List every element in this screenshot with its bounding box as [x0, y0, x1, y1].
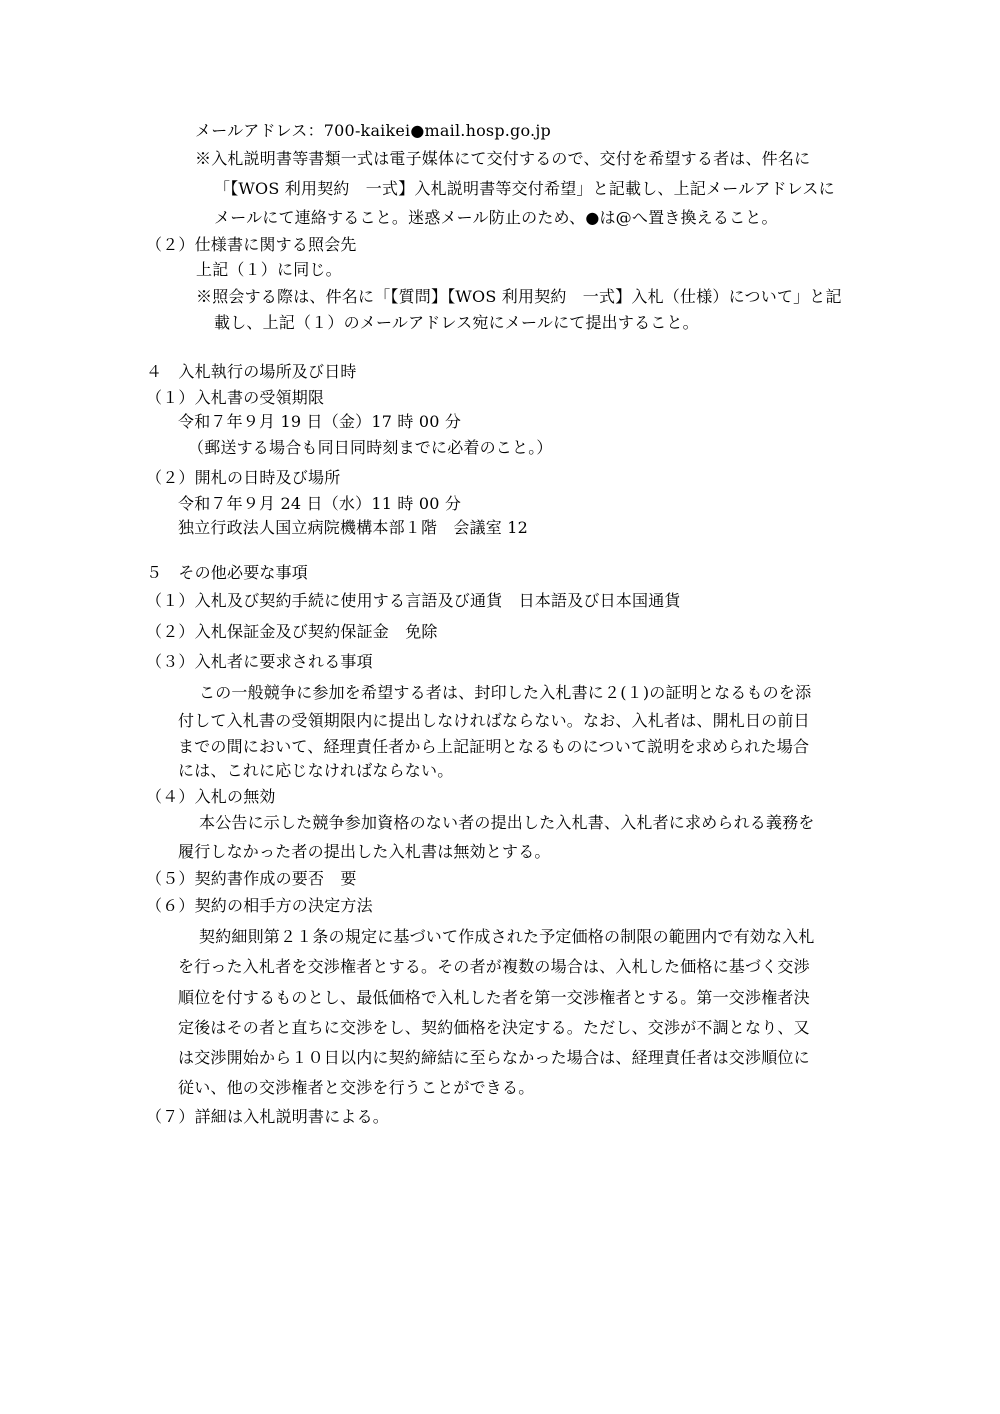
bid-deadline-note: （郵送する場合も同日同時刻までに必着のこと。）	[188, 438, 553, 457]
opening-date: 令和７年９月 24 日（水）11 時 00 分	[178, 494, 462, 513]
section-5-item-6-line-3: 順位を付するものとし、最低価格で入札した者を第一交渉権者とする。第一交渉権者決	[178, 988, 810, 1007]
spec-inquiry-heading: （２）仕様書に関する照会先	[146, 235, 357, 254]
spec-inquiry-same: 上記（１）に同じ。	[196, 260, 342, 279]
section-5-item-6-line-1: 契約細則第２１条の規定に基づいて作成された予定価格の制限の範囲内で有効な入札	[199, 927, 815, 946]
opening-place: 独立行政法人国立病院機構本部１階 会議室 12	[178, 518, 529, 537]
section-5-item-6-heading: （６）契約の相手方の決定方法	[146, 896, 373, 915]
contact-note-line-1: ※入札説明書等書類一式は電子媒体にて交付するので、交付を希望する者は、件名に	[195, 149, 811, 168]
section-4-item-1-heading: （１）入札書の受領期限	[146, 388, 325, 407]
section-5-item-3-line-1: この一般競争に参加を希望する者は、封印した入札書に２(１)の証明となるものを添	[199, 683, 812, 702]
section-5-item-3-line-4: には、これに応じなければならない。	[178, 761, 454, 780]
spec-inquiry-note-line-1: ※照会する際は、件名に「【質問】【WOS 利用契約 一式】入札（仕様）について」と記	[196, 287, 842, 306]
section-5-heading: ５ その他必要な事項	[146, 563, 309, 582]
section-5-item-3-heading: （３）入札者に要求される事項	[146, 652, 373, 671]
section-4-item-2-heading: （２）開札の日時及び場所	[146, 468, 341, 487]
contact-note-line-3: メールにて連絡すること。迷惑メール防止のため、●は@へ置き換えること。	[214, 208, 778, 227]
section-5-item-6-line-4: 定後はその者と直ちに交渉をし、契約価格を決定する。ただし、交渉が不調となり、又	[178, 1018, 810, 1037]
section-5-item-5: （５）契約書作成の要否 要	[146, 869, 357, 888]
section-5-item-4-heading: （４）入札の無効	[146, 787, 276, 806]
section-5-item-6-line-6: 従い、他の交渉権者と交渉を行うことができる。	[178, 1078, 535, 1097]
section-5-item-7: （７）詳細は入札説明書による。	[146, 1107, 390, 1126]
bid-deadline-date: 令和７年９月 19 日（金）17 時 00 分	[178, 412, 462, 431]
spec-inquiry-note-line-2: 載し、上記（１）のメールアドレス宛にメールにて提出すること。	[214, 313, 699, 332]
email-address-line: メールアドレス：700-kaikei●mail.hosp.go.jp	[195, 121, 551, 140]
section-5-item-3-line-2: 付して入札書の受領期限内に提出しなければならない。なお、入札者は、開札日の前日	[178, 711, 810, 730]
contact-note-line-2: 「【WOS 利用契約 一式】入札説明書等交付希望」と記載し、上記メールアドレスに	[214, 179, 835, 198]
section-5-item-6-line-5: は交渉開始から１０日以内に契約締結に至らなかった場合は、経理責任者は交渉順位に	[178, 1048, 810, 1067]
section-5-item-4-line-1: 本公告に示した競争参加資格のない者の提出した入札書、入札者に求められる義務を	[199, 813, 815, 832]
section-5-item-3-line-3: までの間において、経理責任者から上記証明となるものについて説明を求められた場合	[178, 737, 810, 756]
section-5-item-6-line-2: を行った入札者を交渉権者とする。その者が複数の場合は、入札した価格に基づく交渉	[178, 957, 810, 976]
section-4-heading: ４ 入札執行の場所及び日時	[146, 362, 357, 381]
section-5-item-1: （１）入札及び契約手続に使用する言語及び通貨 日本語及び日本国通貨	[146, 591, 681, 610]
section-5-item-4-line-2: 履行しなかった者の提出した入札書は無効とする。	[178, 842, 551, 861]
section-5-item-2: （２）入札保証金及び契約保証金 免除	[146, 622, 438, 641]
